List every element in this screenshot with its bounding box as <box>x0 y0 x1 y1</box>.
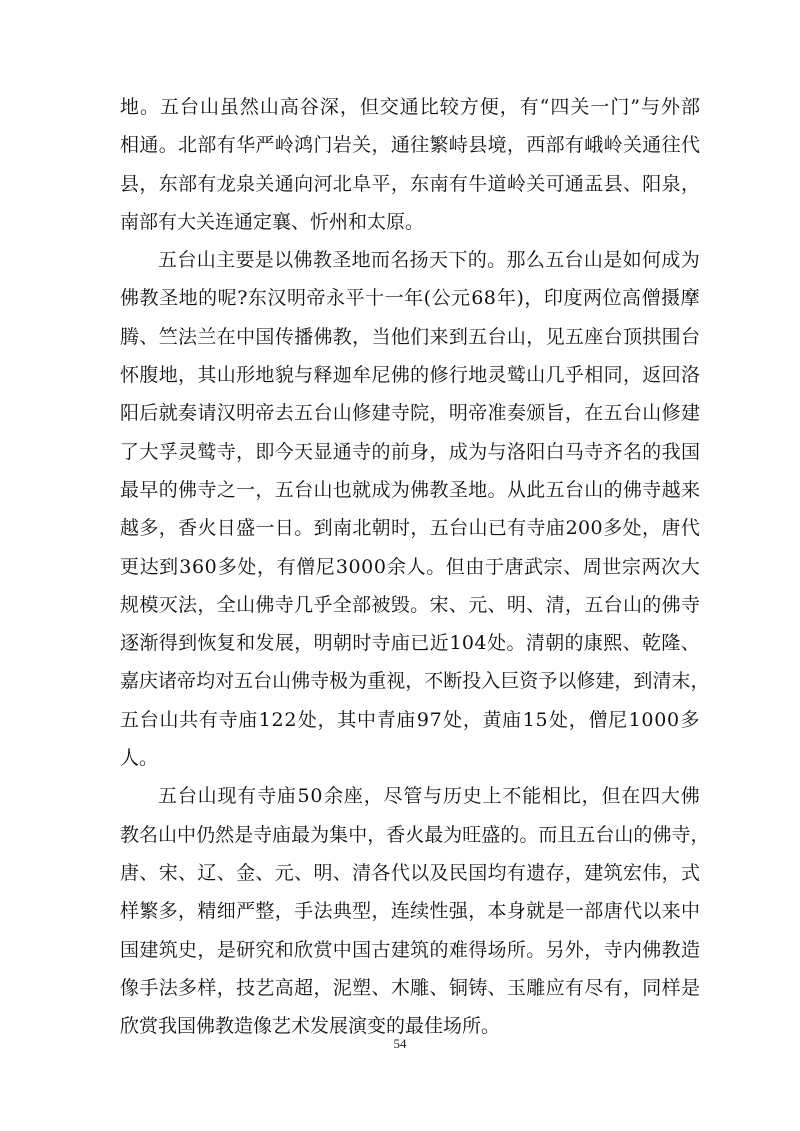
paragraph-2-line: 了 大 孚 灵 鹫 寺 ， 即 今 天 显 通 寺 的 前 身 ， 成 为 与 洛 阳 白 马 寺 齐 名 的 我 国 <box>120 440 700 463</box>
paragraph-1-line: 地 。 五 台 山 虽 然 山 高 谷 深 ， 但 交 通 比 较 方 便 ， 有 “ 四 关 一 门 ” 与 外 部 <box>120 96 700 118</box>
paragraph-3-line: 像 手 法 多 样 ， 技 艺 高 超 ， 泥 塑 、 木 雕 、 铜 铸 、 玉 雕 应 有 尽 有 ， 同 样 是 <box>120 976 700 999</box>
page-number: 54 <box>393 1036 407 1051</box>
paragraph-3-line: 样 繁 多 ， 精 细 严 整 ， 手 法 典 型 ， 连 续 性 强 ， 本 身 就 是 一 部 唐 代 以 来 中 <box>120 900 700 923</box>
paragraph-3-line: 五 台 山 现 有 寺 庙 5 0 余 座 ， 尽 管 与 历 史 上 不 能 相 比 ， 但 在 四 大 佛 <box>158 785 700 808</box>
paragraph-2-line: 人。 <box>120 747 159 770</box>
paragraph-2-line: 阳 后 就 奏 请 汉 明 帝 去 五 台 山 修 建 寺 院 ， 明 帝 准 奏 颁 旨 ， 在 五 台 山 修 建 <box>120 402 700 425</box>
paragraph-3-line: 教 名 山 中 仍 然 是 寺 庙 最 为 集 中 ， 香 火 最 为 旺 盛 的 。 而 且 五 台 山 的 佛 寺 ， <box>120 823 710 846</box>
paragraph-1-line: 县 ， 东 部 有 龙 泉 关 通 向 河 北 阜 平 ， 东 南 有 牛 道 岭 关 可 通 盂 县 、 阳 泉 ， <box>120 172 700 195</box>
paragraph-2-line: 五 台 山 共 有 寺 庙 1 2 2 处 ， 其 中 青 庙 9 7 处 ， 黄 庙 1 5 处 ， 僧 尼 1 0 0 0 多 <box>120 708 700 731</box>
paragraph-2-line: 五 台 山 主 要 是 以 佛 教 圣 地 而 名 扬 天 下 的 。 那 么 五 台 山 是 如 何 成 为 <box>158 249 700 272</box>
paragraph-3-line: 欣赏我国佛教造像艺术发展演变的最佳场所。 <box>120 1015 501 1038</box>
paragraph-2-line: 规 模 灭 法 ， 全 山 佛 寺 几 乎 全 部 被 毁 。 宋 、 元 、 明 、 清 ， 五 台 山 的 佛 寺 <box>120 593 700 616</box>
paragraph-2-line: 佛 教 圣 地 的 呢 ? 东 汉 明 帝 永 平 十 一 年 ( 公 元 6 8 年 ) ， 印 度 两 位 高 僧 摄 摩 <box>120 287 700 310</box>
body-text <box>120 88 710 1045</box>
paragraph-2-line: 怀 腹 地 ， 其 山 形 地 貌 与 释 迦 牟 尼 佛 的 修 行 地 灵 鹫 山 几 乎 相 同 ， 返 回 洛 <box>120 364 700 387</box>
paragraph-2-line: 嘉 庆 诸 帝 均 对 五 台 山 佛 寺 极 为 重 视 ， 不 断 投 入 巨 资 予 以 修 建 ， 到 清 末 ， <box>120 670 710 693</box>
paragraph-3-line: 国 建 筑 史 ， 是 研 究 和 欣 赏 中 国 古 建 筑 的 难 得 场 所 。 另 外 ， 寺 内 佛 教 造 <box>120 938 700 961</box>
paragraph-2-line: 更 达 到 3 6 0 多 处 ， 有 僧 尼 3 0 0 0 余 人 。 但 由 于 唐 武 宗 、 周 世 宗 两 次 大 <box>120 555 700 578</box>
paragraph-2-line: 最 早 的 佛 寺 之 一 ， 五 台 山 也 就 成 为 佛 教 圣 地 。 从 此 五 台 山 的 佛 寺 越 来 <box>120 478 700 501</box>
paragraph-2-line: 腾 、 竺 法 兰 在 中 国 传 播 佛 教 ， 当 他 们 来 到 五 台 山 ， 见 五 座 台 顶 拱 围 台 <box>120 325 700 348</box>
paragraph-1-line: 南部有大关连通定襄、忻州和太原。 <box>120 210 425 233</box>
paragraph-1-line: 相 通 。 北 部 有 华 严 岭 鸿 门 岩 关 ， 通 往 繁 峙 县 境 ， 西 部 有 峨 岭 关 通 往 代 <box>120 134 700 157</box>
paragraph-2-line: 越 多 ， 香 火 日 盛 一 日 。 到 南 北 朝 时 ， 五 台 山 已 有 寺 庙 2 0 0 多 处 ， 唐 代 <box>120 517 700 540</box>
paragraph-2-line: 逐 渐 得 到 恢 复 和 发 展 ， 明 朝 时 寺 庙 已 近 1 0 4 处 。 清 朝 的 康 熙 、 乾 隆 、 <box>120 632 700 655</box>
paragraph-3-line: 唐 、 宋 、 辽 、 金 、 元 、 明 、 清 各 代 以 及 民 国 均 有 遗 存 ， 建 筑 宏 伟 ， 式 <box>120 861 700 884</box>
